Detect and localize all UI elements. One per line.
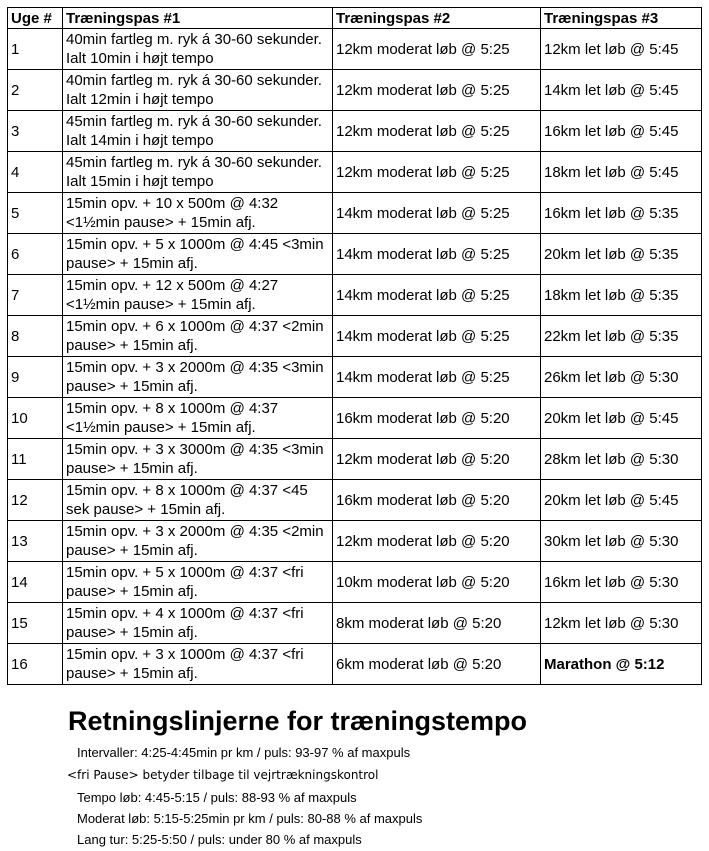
week-cell: 10: [8, 398, 63, 439]
week-cell: 11: [8, 439, 63, 480]
week-cell: 7: [8, 275, 63, 316]
session-3-cell: 18km let løb @ 5:35: [541, 275, 702, 316]
session-2-cell: 14km moderat løb @ 5:25: [333, 234, 541, 275]
session-1-cell: 15min opv. + 8 x 1000m @ 4:37 <45 sek pause> + 15min afj.: [63, 480, 333, 521]
table-row: [8, 357, 702, 398]
header-session-1: Træningspas #1: [63, 8, 333, 29]
session-1-cell: 15min opv. + 12 x 500m @ 4:27 <1½min pause> + 15min afj.: [63, 275, 333, 316]
session-3-cell: 12km let løb @ 5:45: [541, 29, 702, 70]
table-row: [8, 152, 702, 193]
week-cell: 14: [8, 562, 63, 603]
table-row: [8, 29, 702, 70]
session-3-cell: 20km let løb @ 5:45: [541, 398, 702, 439]
session-1-cell: 15min opv. + 3 x 3000m @ 4:35 <3min pause> + 15min afj.: [63, 439, 333, 480]
table-row: [8, 398, 702, 439]
session-1-cell: 45min fartleg m. ryk á 30-60 sekunder. Ialt 15min i højt tempo: [63, 152, 333, 193]
table-header-row: [8, 8, 702, 29]
session-1-cell: 15min opv. + 10 x 500m @ 4:32 <1½min pause> + 15min afj.: [63, 193, 333, 234]
session-3-cell: 26km let løb @ 5:30: [541, 357, 702, 398]
session-2-cell: 12km moderat løb @ 5:25: [333, 29, 541, 70]
session-1-cell: 15min opv. + 3 x 2000m @ 4:35 <2min pause> + 15min afj.: [63, 521, 333, 562]
session-2-cell: 12km moderat løb @ 5:25: [333, 111, 541, 152]
session-2-cell: 14km moderat løb @ 5:25: [333, 357, 541, 398]
session-1-cell: 40min fartleg m. ryk á 30-60 sekunder. Ialt 10min i højt tempo: [63, 29, 333, 70]
session-3-cell: 20km let løb @ 5:35: [541, 234, 702, 275]
header-week: Uge #: [8, 8, 63, 29]
week-cell: 2: [8, 70, 63, 111]
table-row: [8, 275, 702, 316]
header-session-2: Træningspas #2: [333, 8, 541, 29]
table-row: [8, 193, 702, 234]
session-2-cell: 8km moderat løb @ 5:20: [333, 603, 541, 644]
session-3-cell: 14km let løb @ 5:45: [541, 70, 702, 111]
table-row: [8, 521, 702, 562]
week-cell: 3: [8, 111, 63, 152]
week-cell: 12: [8, 480, 63, 521]
session-3-cell: 18km let løb @ 5:45: [541, 152, 702, 193]
session-1-cell: 15min opv. + 6 x 1000m @ 4:37 <2min pause> + 15min afj.: [63, 316, 333, 357]
guideline-moderate: Moderat løb: 5:15-5:25min pr km / puls: 80-88 % af maxpuls: [77, 811, 423, 826]
session-1-cell: 40min fartleg m. ryk á 30-60 sekunder. Ialt 12min i højt tempo: [63, 70, 333, 111]
week-cell: 13: [8, 521, 63, 562]
week-cell: 5: [8, 193, 63, 234]
session-3-cell: 30km let løb @ 5:30: [541, 521, 702, 562]
session-1-cell: 15min opv. + 3 x 1000m @ 4:37 <fri pause> + 15min afj.: [63, 644, 333, 685]
session-1-cell: 15min opv. + 5 x 1000m @ 4:37 <fri pause> + 15min afj.: [63, 562, 333, 603]
guideline-long-run: Lang tur: 5:25-5:50 / puls: under 80 % af maxpuls: [77, 832, 362, 847]
table-row: [8, 316, 702, 357]
session-3-cell: 12km let løb @ 5:30: [541, 603, 702, 644]
session-2-cell: 14km moderat løb @ 5:25: [333, 275, 541, 316]
session-3-cell: 16km let løb @ 5:35: [541, 193, 702, 234]
session-2-cell: 16km moderat løb @ 5:20: [333, 398, 541, 439]
table-row: [8, 644, 702, 685]
week-cell: 16: [8, 644, 63, 685]
session-2-cell: 12km moderat løb @ 5:25: [333, 70, 541, 111]
week-cell: 6: [8, 234, 63, 275]
session-2-cell: 12km moderat løb @ 5:20: [333, 439, 541, 480]
session-2-cell: 10km moderat løb @ 5:20: [333, 562, 541, 603]
guidelines-title: Retningslinjerne for træningstempo: [68, 706, 528, 736]
session-3-cell: 22km let løb @ 5:35: [541, 316, 702, 357]
session-2-cell: 12km moderat løb @ 5:20: [333, 521, 541, 562]
table-row: [8, 562, 702, 603]
session-2-cell: 12km moderat løb @ 5:25: [333, 152, 541, 193]
guideline-free-pause: <fri Pause> betyder tilbage til vejrtrækningskontrol: [67, 768, 379, 782]
training-plan-table: [7, 7, 702, 685]
table-row: [8, 439, 702, 480]
week-cell: 15: [8, 603, 63, 644]
week-cell: 4: [8, 152, 63, 193]
guideline-intervals: Intervaller: 4:25-4:45min pr km / puls: 93-97 % af maxpuls: [77, 745, 411, 760]
week-cell: 8: [8, 316, 63, 357]
session-1-cell: 15min opv. + 5 x 1000m @ 4:45 <3min pause> + 15min afj.: [63, 234, 333, 275]
guideline-tempo: Tempo løb: 4:45-5:15 / puls: 88-93 % af maxpuls: [77, 790, 357, 805]
table-row: [8, 70, 702, 111]
session-1-cell: 15min opv. + 3 x 2000m @ 4:35 <3min pause> + 15min afj.: [63, 357, 333, 398]
session-1-cell: 15min opv. + 8 x 1000m @ 4:37 <1½min pause> + 15min afj.: [63, 398, 333, 439]
table-row: [8, 111, 702, 152]
session-3-cell: 16km let løb @ 5:45: [541, 111, 702, 152]
session-3-cell: Marathon @ 5:12: [541, 644, 702, 685]
week-cell: 1: [8, 29, 63, 70]
session-3-cell: 16km let løb @ 5:30: [541, 562, 702, 603]
session-1-cell: 15min opv. + 4 x 1000m @ 4:37 <fri pause> + 15min afj.: [63, 603, 333, 644]
table-row: [8, 480, 702, 521]
session-2-cell: 14km moderat løb @ 5:25: [333, 316, 541, 357]
session-3-cell: 28km let løb @ 5:30: [541, 439, 702, 480]
session-1-cell: 45min fartleg m. ryk á 30-60 sekunder. Ialt 14min i højt tempo: [63, 111, 333, 152]
session-2-cell: 14km moderat løb @ 5:25: [333, 193, 541, 234]
session-2-cell: 6km moderat løb @ 5:20: [333, 644, 541, 685]
table-row: [8, 603, 702, 644]
header-session-3: Træningspas #3: [541, 8, 702, 29]
week-cell: 9: [8, 357, 63, 398]
session-3-cell: 20km let løb @ 5:45: [541, 480, 702, 521]
table-row: [8, 234, 702, 275]
session-2-cell: 16km moderat løb @ 5:20: [333, 480, 541, 521]
